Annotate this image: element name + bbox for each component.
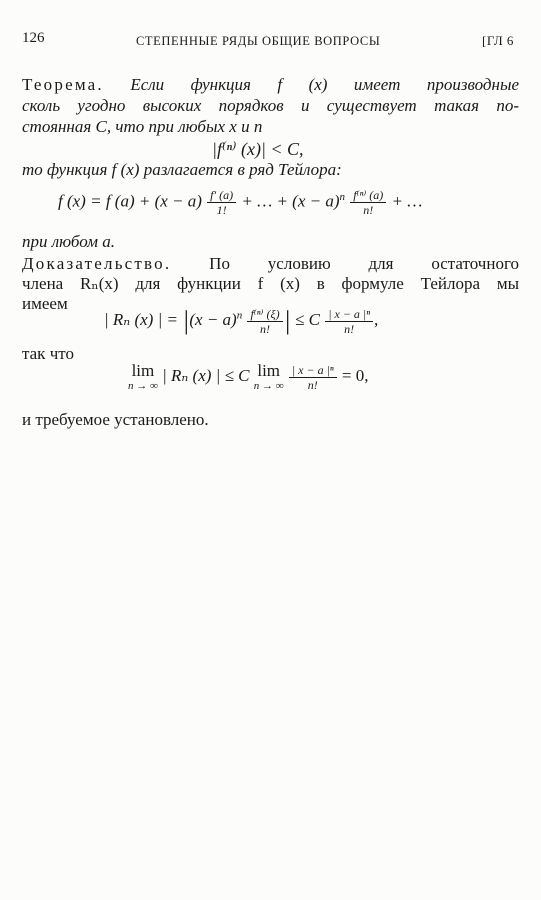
- series-power: n: [339, 190, 346, 203]
- ineq-frac-num: f⁽ⁿ⁾ (ξ): [247, 307, 282, 322]
- series-mid: + … + (x − a): [241, 191, 340, 211]
- so-that-text: так что: [22, 344, 74, 363]
- series-fraction-2: [350, 188, 386, 217]
- theorem-line-1: [22, 74, 519, 95]
- series-frac2-den: n!: [363, 203, 374, 217]
- proof-line-3: имеем: [22, 294, 68, 313]
- series-tail: + …: [391, 191, 423, 211]
- abs-bar-left: |: [182, 306, 190, 335]
- limit-2-word: lim: [257, 361, 281, 380]
- limit-frac-den: n!: [307, 377, 318, 392]
- proof-line-2: члена Rₙ(x) для функции f (x) в формуле Тейлора мы: [22, 274, 519, 293]
- ineq-rel: ≤ C: [295, 309, 320, 329]
- limit-end: = 0,: [341, 365, 369, 385]
- page-number: 126: [22, 30, 45, 46]
- running-title: СТЕПЕННЫЕ РЯДЫ ОБЩИЕ ВОПРОСЫ: [136, 34, 381, 48]
- ineq-fraction: [247, 307, 282, 336]
- series-lhs: f (x) = f (a) + (x − a): [58, 191, 202, 211]
- limit-1-word: lim: [131, 361, 155, 380]
- limit-frac-num: | x − a |ⁿ: [289, 363, 337, 378]
- limit-1-sub: n → ∞: [128, 380, 158, 392]
- ineq-right-fraction: [325, 307, 373, 336]
- theorem-line-2: сколь угодно высоких порядков и существует такая по-: [22, 96, 519, 115]
- proof-label: Доказательство.: [22, 254, 172, 273]
- ineq-rfrac-den: n!: [344, 321, 355, 336]
- proof-text-1: По условию для остаточного: [209, 254, 519, 273]
- theorem-closing: при любом a.: [22, 232, 115, 251]
- theorem-line-4: то функция f (x) разлагается в ряд Тейлора:: [22, 160, 342, 179]
- limit-fraction: [289, 363, 337, 392]
- theorem-text-1: Если функция f (x) имеет производные: [130, 75, 520, 94]
- series-fraction-1: [207, 188, 236, 217]
- abs-bar-right: |: [283, 306, 291, 335]
- ineq-frac-den: n!: [260, 321, 271, 336]
- chapter-label: [ГЛ 6: [482, 33, 514, 48]
- ineq-mid: (x − a): [189, 309, 237, 329]
- theorem-condition: |f⁽ⁿ⁾ (x)| < C,: [212, 139, 304, 159]
- proof-conclusion: и требуемое установлено.: [22, 410, 209, 429]
- ineq-lhs: | Rₙ (x) | =: [104, 309, 178, 329]
- theorem-line-3: стоянная C, что при любых x и n: [22, 117, 263, 136]
- ineq-power: n: [236, 309, 243, 322]
- limit-1: [128, 362, 158, 392]
- series-frac1-den: 1!: [216, 203, 227, 217]
- ineq-rfrac-num: | x − a |ⁿ: [325, 307, 373, 322]
- series-frac2-num: f⁽ⁿ⁾ (a): [350, 188, 386, 203]
- series-frac1-num: f′ (a): [207, 188, 236, 203]
- remainder-inequality: [104, 306, 378, 336]
- limit-2: [254, 362, 284, 392]
- limit-formula: [128, 362, 369, 392]
- proof-line-1: [22, 253, 519, 274]
- ineq-end: ,: [374, 309, 379, 329]
- theorem-label: Теорема.: [22, 75, 104, 94]
- limit-mid: | Rₙ (x) | ≤ C: [162, 365, 250, 385]
- taylor-series-formula: [58, 188, 422, 217]
- limit-2-sub: n → ∞: [253, 380, 284, 392]
